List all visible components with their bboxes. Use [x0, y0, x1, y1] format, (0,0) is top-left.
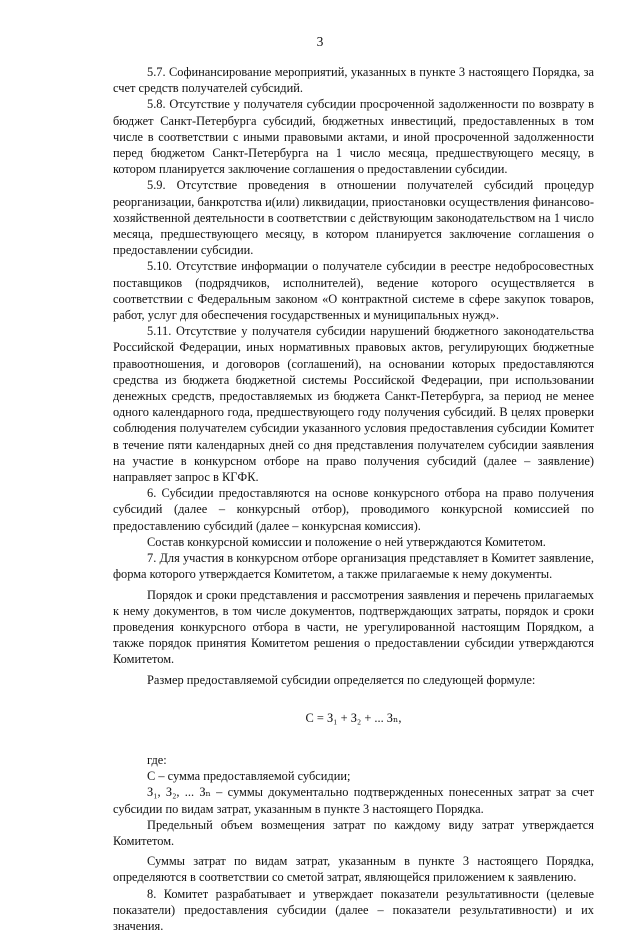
definition-z: З₁, З₂, ... Зₙ – суммы документально подтвержденных понесенных затрат за счет субсидии по видам затрат, указанным в пункте 3 настоящего Порядка.	[113, 785, 594, 816]
paragraph-formula-intro: Размер предоставляемой субсидии определяется по следующей формуле:	[147, 672, 536, 687]
paragraph-7: 7. Для участия в конкурсном отборе организация представляет в Комитет заявление, форма которого утверждается Комитетом, а также прилагаемые к нему документы.	[113, 551, 594, 582]
paragraph-5-10: 5.10. Отсутствие информации о получателе субсидии в реестре недобросовестных поставщиков (подрядчиков, исполнителей), ведение которого осуществляется в соответствии с Федеральным законом «О контрактной системе в сфере закупок товаров, работ, услуг для обеспечения государственных и муниципальных нужд».	[113, 259, 594, 323]
paragraph-estimate: Суммы затрат по видам затрат, указанным в пункте 3 настоящего Порядка, определяются в соответствии со сметой затрат, являющейся приложением к заявлению.	[113, 854, 594, 885]
paragraph-limit: Предельный объем возмещения затрат по каждому виду затрат утверждается Комитетом.	[113, 817, 594, 848]
paragraph-5-7: 5.7. Софинансирование мероприятий, указанных в пункте 3 настоящего Порядка, за счет средств получателей субсидий.	[113, 65, 594, 96]
paragraph-procedure: Порядок и сроки представления и рассмотрения заявления и перечень прилагаемых к нему документов, в том числе документов, подтверждающих затраты, порядок и сроки проведения конкурсного отбора в части, не урегулированной настоящим Порядком, а также порядок принятия Комитетом решения о предоставлении субсидии утверждаются Комитетом.	[113, 587, 594, 667]
paragraph-5-11: 5.11. Отсутствие у получателя субсидии нарушений бюджетного законодательства Российской Федерации, иных нормативных правовых актов, регулирующих бюджетные правоотношения, и договоров (соглашений), на основании которых предоставляются средства из бюджета бюджетной системы Российской Федерации, при использовании денежных средств, предоставляемых из бюджета Санкт-Петербурга, за период не менее одного календарного года, предшествующего году получения субсидий. В целях проверки соблюдения получателем субсидии указанного условия предоставления субсидии Комитет в течение пяти календарных дней со дня представления получателем субсидии заявления на участие в конкурсном отборе на право получения субсидий (далее – заявление) направляет запрос в КГФК.	[113, 324, 594, 485]
subsidy-formula: С = З₁ + З₂ + ... Зₙ,	[305, 710, 402, 725]
paragraph-8: 8. Комитет разрабатывает и утверждает показатели результативности (целевые показатели) предоставления субсидии (далее – показатели результативности) и их значения.	[113, 886, 594, 933]
paragraph-commission: Состав конкурсной комиссии и положение о ней утверждаются Комитетом.	[147, 534, 546, 549]
page-number: 3	[316, 34, 324, 49]
definition-c: С – сумма предоставляемой субсидии;	[147, 769, 351, 784]
where-label: где:	[147, 752, 167, 767]
paragraph-5-9: 5.9. Отсутствие проведения в отношении получателей субсидий процедур реорганизации, банкротства и(или) ликвидации, приостановки осуществления финансово-хозяйственной деятельности в соответствии с действующим законодательством на 1 число месяца, предшествующего месяцу, в котором планируется заключение соглашения о предоставлении субсидии.	[113, 178, 594, 258]
paragraph-6: 6. Субсидии предоставляются на основе конкурсного отбора на право получения субсидий (далее – конкурсный отбор), проводимого конкурсной комиссией по предоставлению субсидий (далее – конкурсная комиссия).	[113, 486, 594, 533]
paragraph-5-8: 5.8. Отсутствие у получателя субсидии просроченной задолженности по возврату в бюджет Санкт-Петербурга субсидий, бюджетных инвестиций, предоставленных в том числе в соответствии с иными правовыми актами, и иной просроченной задолженности перед бюджетом Санкт-Петербурга на 1 число месяца, предшествующего месяцу, в котором планируется заключение соглашения о предоставлении субсидии.	[113, 97, 594, 177]
document-body	[113, 64, 594, 934]
